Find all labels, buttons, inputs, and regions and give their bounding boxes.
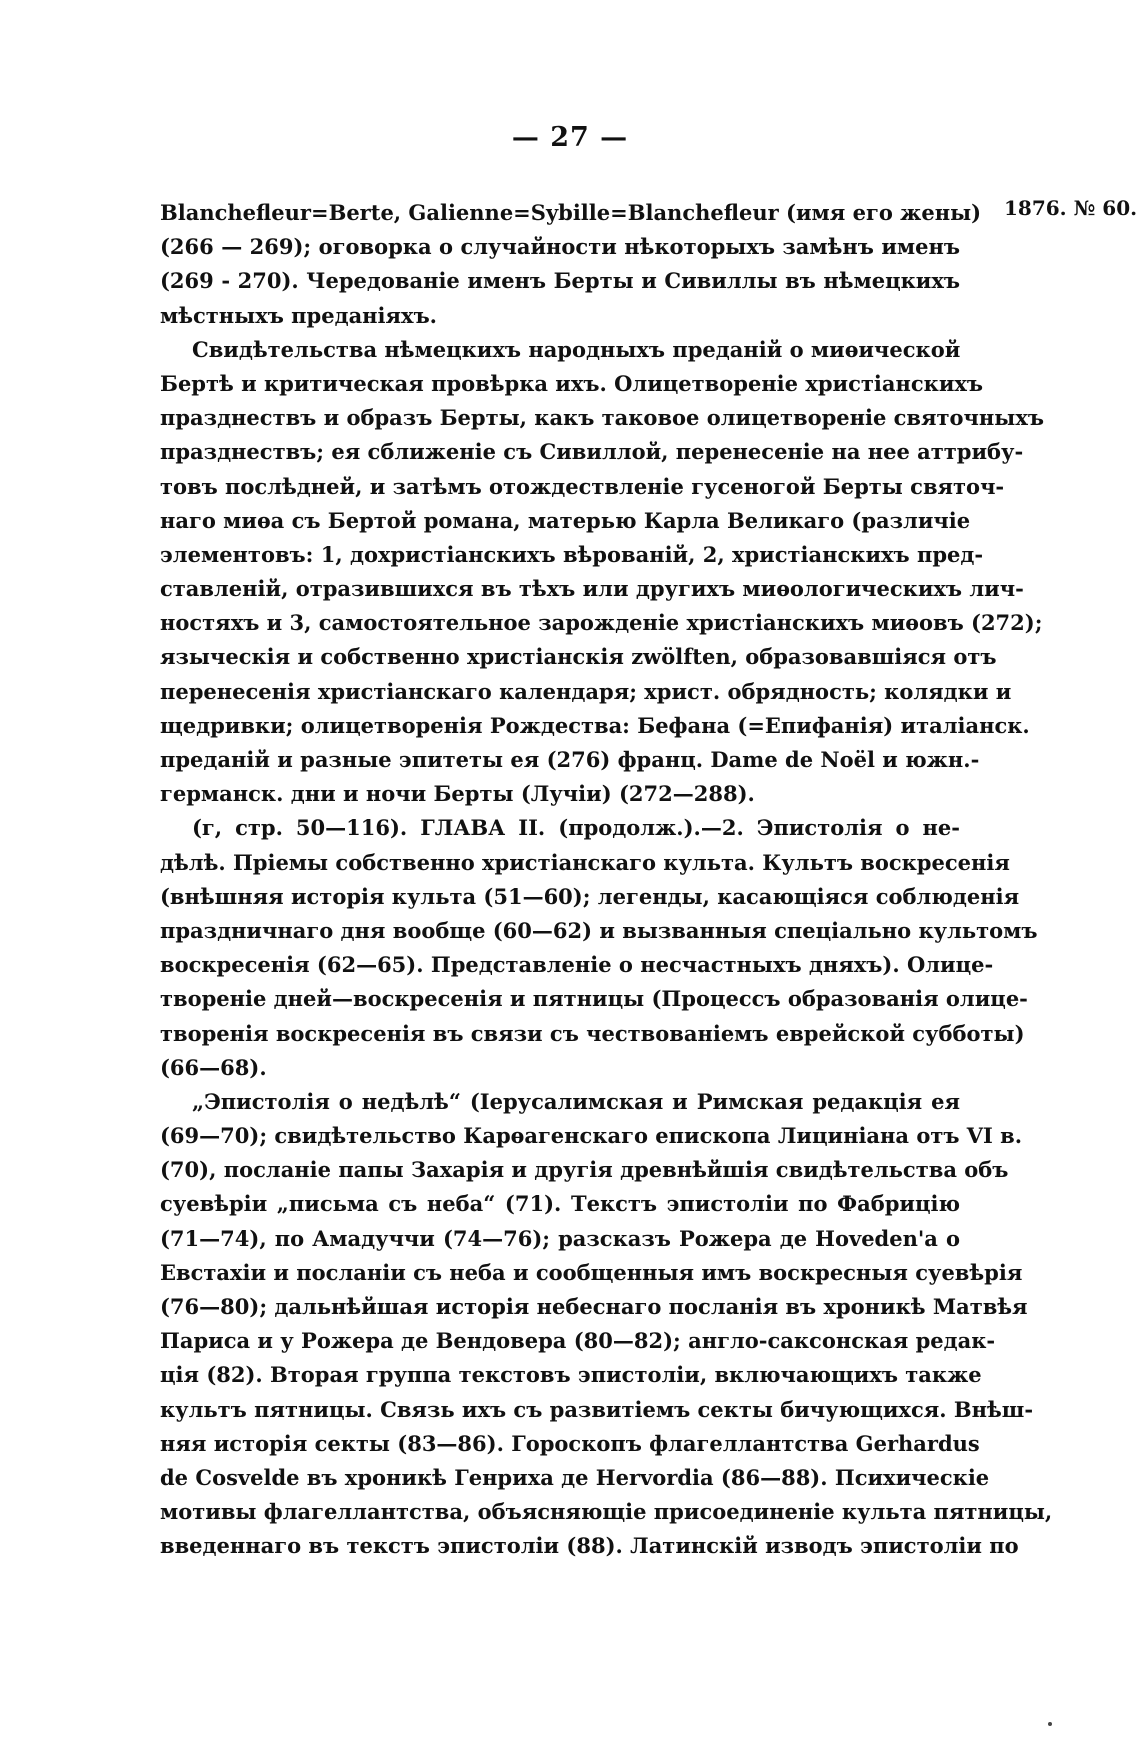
text-line: ставленій, отразившихся въ тѣхъ или другихъ миѳологическихъ лич- xyxy=(160,576,1024,602)
text-line: наго миѳа съ Бертой романа, матерью Карла Великаго (различіе xyxy=(160,507,971,533)
text-line: товъ послѣдней, и затѣмъ отождествленіе гусеногой Берты святоч- xyxy=(160,473,1005,499)
scan-speck xyxy=(1048,1722,1052,1726)
text-line: няя исторія секты (83—86). Гороскопъ флагеллантства Gerhardus xyxy=(160,1430,980,1456)
text-line: германск. дни и ночи Берты (Лучіи) (272—288). xyxy=(160,781,755,807)
text-line: празднествъ; ея сближеніе съ Сивиллой, перенесеніе на нее аттрибу- xyxy=(160,439,1024,465)
text-line: щедривки; олицетворенія Рождества: Бефана (=Епифанія) италіанск. xyxy=(160,712,1030,738)
text-line: мѣстныхъ преданіяхъ. xyxy=(160,302,437,328)
text-line: языческія и собственно христіанскія zwölften, образовавшіяся отъ xyxy=(160,644,997,670)
text-line: „Эпистолія о недѣлѣ“ (Іерусалимская и Римская редакція ея xyxy=(192,1088,960,1114)
text-line: ностяхъ и 3, самостоятельное зарожденіе христіанскихъ миѳовъ (272); xyxy=(160,610,1043,636)
text-column xyxy=(160,196,1053,1564)
text-line: (69—70); свидѣтельство Карѳагенскаго епископа Лициніана отъ VI в. xyxy=(160,1123,1023,1149)
margin-note: 1876. № 60. xyxy=(1004,196,1138,220)
page-number: — 27 — xyxy=(511,122,629,153)
text-line: культъ пятницы. Связь ихъ съ развитіемъ секты бичующихся. Внѣш- xyxy=(160,1396,1034,1422)
text-line: праздничнаго дня вообще (60—62) и вызванныя спеціально культомъ xyxy=(160,917,1038,943)
text-line: de Cosvelde въ хроникѣ Генриха де Hervordia (86—88). Психическіе xyxy=(160,1464,990,1490)
text-line: творенія воскресенія въ связи съ чествованіемъ еврейской субботы) xyxy=(160,1020,1025,1046)
text-line: (внѣшняя исторія культа (51—60); легенды, касающіяся соблюденія xyxy=(160,883,1020,909)
text-line: введеннаго въ текстъ эпистоліи (88). Латинскій изводъ эпистоліи по xyxy=(160,1533,1019,1559)
text-line: (71—74), по Амадуччи (74—76); разсказъ Рожера де Hoveden'а о xyxy=(160,1225,960,1251)
text-line: (г, стр. 50—116). ГЛАВА II. (продолж.).—2. Эпистолія о не- xyxy=(192,815,960,841)
text-line: мотивы флагеллантства, объясняющіе присоединеніе культа пятницы, xyxy=(160,1499,1053,1525)
text-line: Париса и у Рожера де Вендовера (80—82); англо-саксонская редак- xyxy=(160,1328,996,1354)
text-line: (70), посланіе папы Захарія и другія древнѣйшія свидѣтельства объ xyxy=(160,1157,1009,1183)
text-line: Blanchefleur=Berte, Galienne=Sybille=Blanchefleur (имя его жены) xyxy=(160,200,982,225)
text-line: (66—68). xyxy=(160,1054,267,1080)
text-line: Евстахіи и посланіи съ неба и сообщенныя имъ воскресныя суевѣрія xyxy=(160,1259,1023,1285)
text-line: дѣлѣ. Пріемы собственно христіанскаго культа. Культъ воскресенія xyxy=(160,849,1010,875)
text-line: перенесенія христіанскаго календаря; христ. обрядность; колядки и xyxy=(160,678,1012,704)
text-line: элементовъ: 1, дохристіанскихъ вѣрованій, 2, христіанскихъ пред- xyxy=(160,541,984,567)
text-line: (76—80); дальнѣйшая исторія небеснаго посланія въ хроникѣ Матвѣя xyxy=(160,1294,1028,1319)
text-line: Бертѣ и критическая провѣрка ихъ. Олицетвореніе христіанскихъ xyxy=(160,370,984,396)
text-line: празднествъ и образъ Берты, какъ таковое олицетвореніе святочныхъ xyxy=(160,405,1044,431)
text-line: суевѣріи „письма съ неба“ (71). Текстъ эпистоліи по Фабрицію xyxy=(160,1191,960,1217)
text-line: (266 — 269); оговорка о случайности нѣкоторыхъ замѣнъ именъ xyxy=(160,234,960,260)
text-line: воскресенія (62—65). Представленіе о несчастныхъ дняхъ). Олице- xyxy=(160,952,994,978)
text-line: (269 - 270). Чередованіе именъ Берты и Сивиллы въ нѣмецкихъ xyxy=(160,268,960,294)
text-line: ція (82). Вторая группа текстовъ эпистоліи, включающихъ также xyxy=(160,1362,982,1388)
text-line: твореніе дней—воскресенія и пятницы (Процессъ образованія олице- xyxy=(160,986,1028,1012)
text-line: Свидѣтельства нѣмецкихъ народныхъ преданій о миѳической xyxy=(192,336,961,362)
text-line: преданій и разные эпитеты ея (276) франц. Dame de Noël и южн.- xyxy=(160,747,980,772)
